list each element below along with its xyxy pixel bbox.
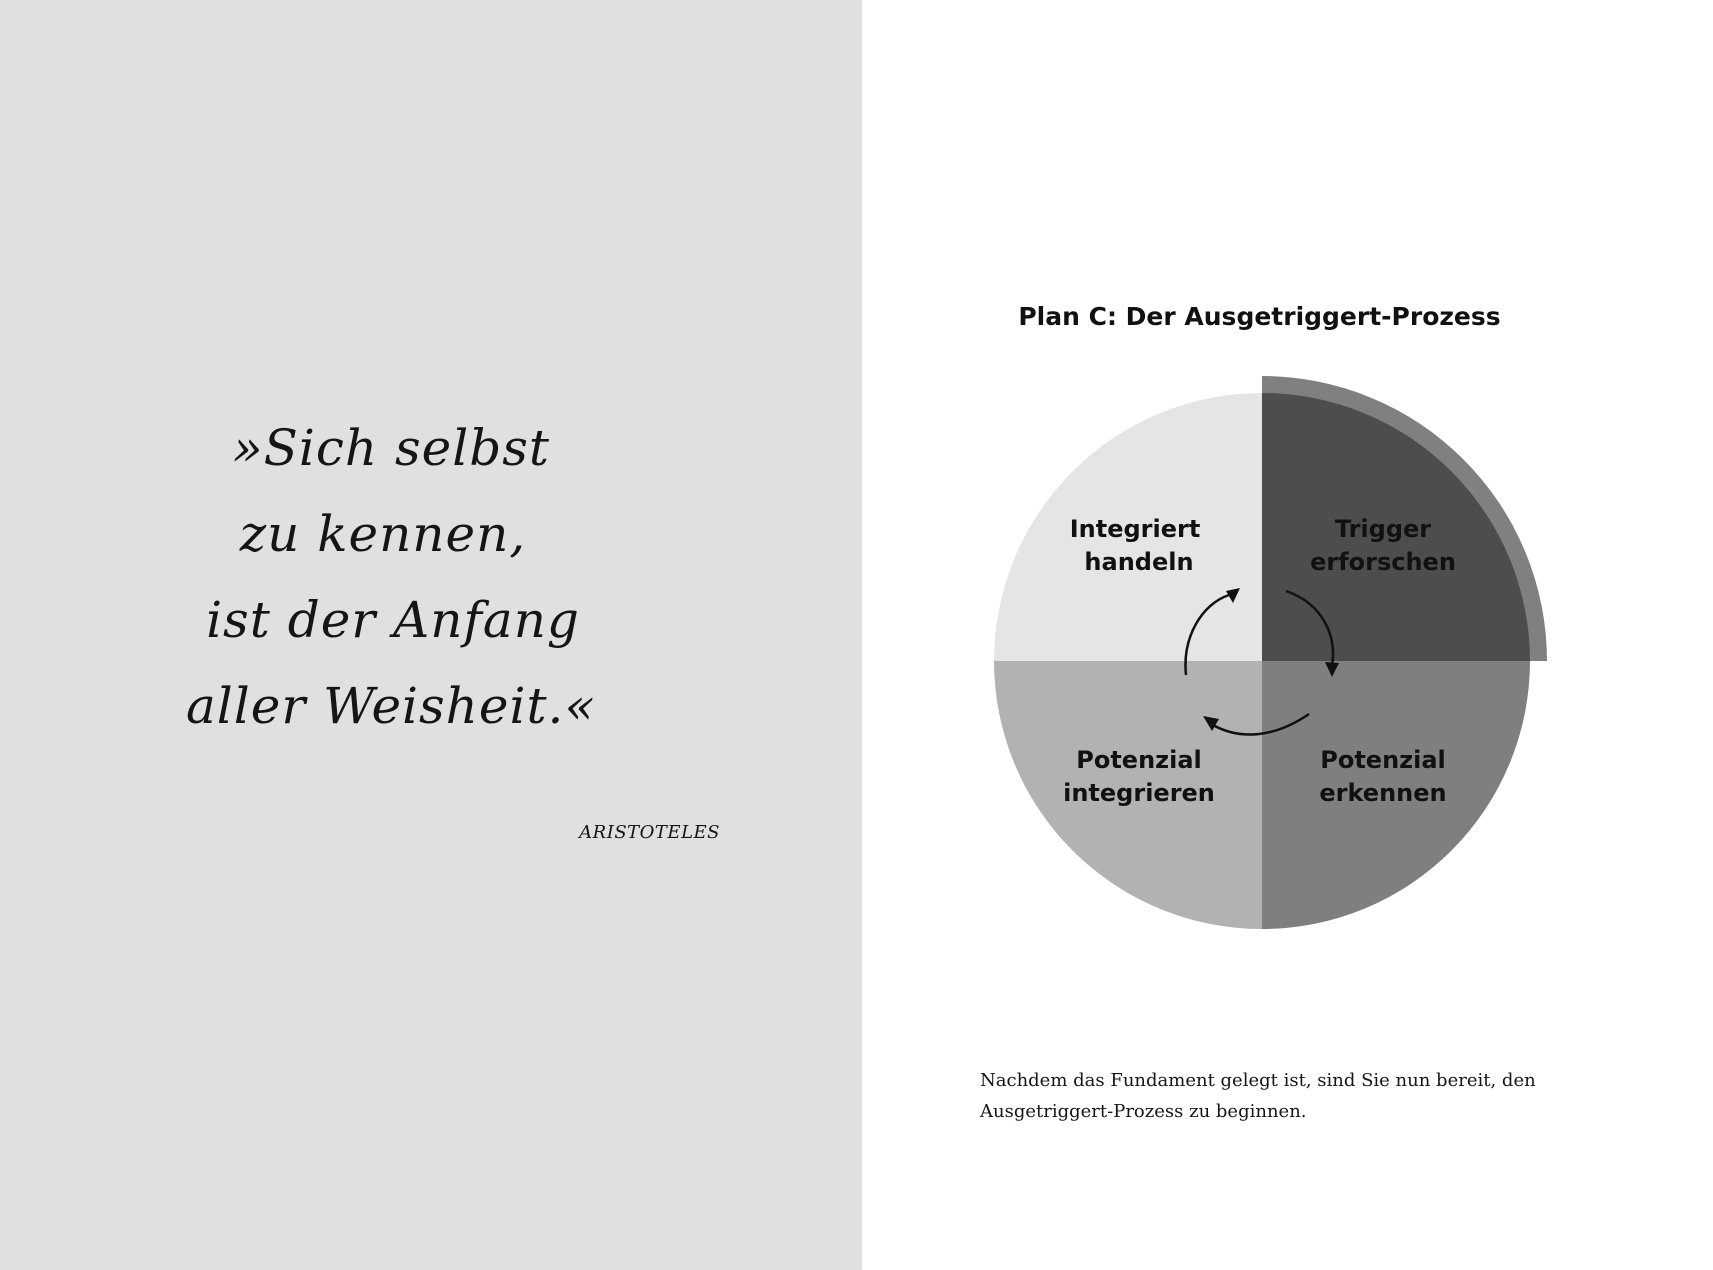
quadrant-label: erforschen [1310,548,1456,576]
quadrant-label: Potenzial [1320,746,1446,774]
diagram-page [862,0,1713,1270]
quadrant-label: Potenzial [1076,746,1202,774]
quadrant-label: integrieren [1063,779,1215,807]
quote-line: aller Weisheit.« [185,677,597,735]
quote-line: »Sich selbst [232,419,550,477]
quote [0,405,862,749]
quote-author: ARISTOTELES [579,822,720,843]
quadrant-label: erkennen [1319,779,1447,807]
diagram-title: Plan C: Der Ausgetriggert-Prozess [1018,302,1501,331]
quadrant-label: handeln [1084,548,1194,576]
quote-line: zu kennen, [239,505,527,563]
quadrant-label: Trigger [1334,515,1432,543]
quote-line: ist der Anfang [206,591,580,649]
quadrant-label: Integriert [1069,515,1201,543]
caption-text: Nachdem das Fundament gelegt ist, sind Sie nun bereit, den Ausgetriggert-Prozess zu beginnen. [980,1070,1536,1122]
